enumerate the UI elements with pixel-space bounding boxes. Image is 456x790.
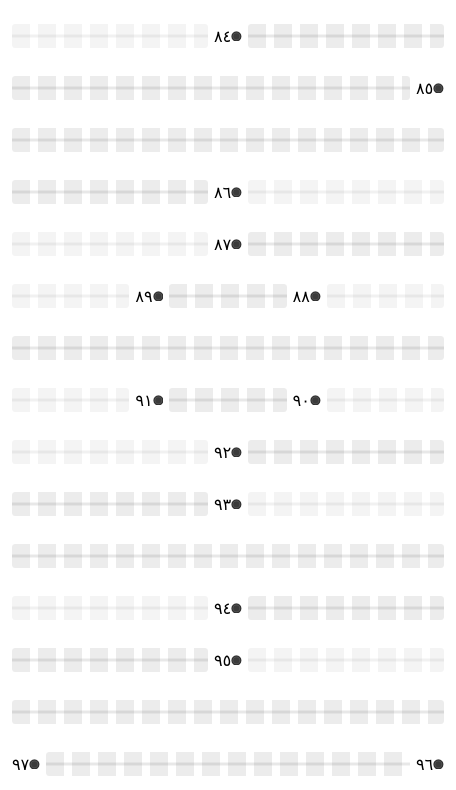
ayah-number: ٩٧	[12, 754, 30, 774]
text-line-7	[8, 322, 448, 374]
ayah-number: ٩٥	[214, 650, 232, 670]
ayah-number: ٨٧	[214, 234, 232, 254]
arabic-text-segment	[12, 128, 444, 152]
text-line-9	[8, 426, 448, 478]
arabic-text-segment	[327, 388, 444, 412]
text-line-2	[8, 62, 448, 114]
ayah-number: ٨٥	[416, 78, 434, 98]
arabic-text-segment	[12, 700, 444, 724]
ayah-end-medallion-icon	[214, 646, 242, 674]
ayah-end-medallion-icon	[214, 22, 242, 50]
ayah-end-medallion-icon	[135, 282, 163, 310]
arabic-text-segment	[248, 440, 444, 464]
text-line-3	[8, 114, 448, 166]
arabic-text-segment	[12, 76, 410, 100]
text-line-6	[8, 270, 448, 322]
arabic-text-segment	[248, 596, 444, 620]
ayah-end-medallion-icon	[214, 230, 242, 258]
text-line-1	[8, 10, 448, 62]
arabic-text-segment	[12, 336, 444, 360]
text-line-8	[8, 374, 448, 426]
ayah-end-medallion-icon	[12, 750, 40, 778]
ayah-number: ٨٤	[214, 26, 232, 46]
ayah-number: ٩٠	[292, 390, 310, 410]
ayah-end-medallion-icon	[416, 750, 444, 778]
arabic-text-segment	[12, 24, 208, 48]
arabic-text-segment	[12, 648, 208, 672]
text-line-10	[8, 478, 448, 530]
ayah-end-medallion-icon	[214, 178, 242, 206]
arabic-text-segment	[169, 284, 286, 308]
arabic-text-segment	[12, 544, 444, 568]
ayah-end-medallion-icon	[135, 386, 163, 414]
arabic-text-segment	[248, 232, 444, 256]
text-line-5	[8, 218, 448, 270]
arabic-text-segment	[12, 492, 208, 516]
text-line-13	[8, 634, 448, 686]
arabic-text-segment	[12, 232, 208, 256]
ayah-number: ٩١	[135, 390, 153, 410]
text-line-15	[8, 738, 448, 790]
ayah-end-medallion-icon	[214, 594, 242, 622]
ayah-end-medallion-icon	[293, 282, 321, 310]
ayah-number: ٩٣	[214, 494, 232, 514]
arabic-text-segment	[248, 492, 444, 516]
ayah-end-medallion-icon	[293, 386, 321, 414]
ayah-number: ٩٦	[416, 754, 434, 774]
arabic-text-segment	[46, 752, 410, 776]
ayah-number: ٩٤	[214, 598, 232, 618]
arabic-text-segment	[248, 648, 444, 672]
arabic-text-segment	[12, 440, 208, 464]
text-line-12	[8, 582, 448, 634]
text-line-4	[8, 166, 448, 218]
ayah-number: ٨٩	[135, 286, 153, 306]
text-line-14	[8, 686, 448, 738]
arabic-text-segment	[327, 284, 444, 308]
text-line-11	[8, 530, 448, 582]
arabic-text-segment	[248, 180, 444, 204]
ayah-number: ٩٢	[214, 442, 232, 462]
arabic-text-segment	[12, 180, 208, 204]
ayah-end-medallion-icon	[416, 74, 444, 102]
arabic-text-segment	[12, 388, 129, 412]
ayah-number: ٨٨	[292, 286, 310, 306]
ayah-end-medallion-icon	[214, 438, 242, 466]
ayah-end-medallion-icon	[214, 490, 242, 518]
arabic-text-segment	[12, 284, 129, 308]
arabic-text-segment	[248, 24, 444, 48]
arabic-text-segment	[12, 596, 208, 620]
arabic-text-segment	[169, 388, 286, 412]
ayah-number: ٨٦	[214, 182, 232, 202]
